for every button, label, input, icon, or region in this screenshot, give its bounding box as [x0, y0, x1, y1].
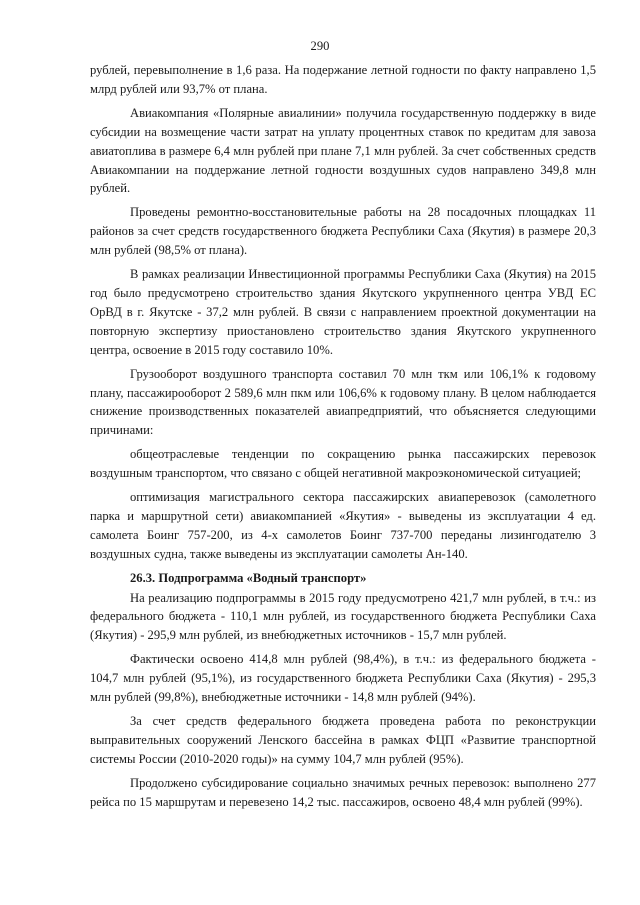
paragraph-continuation: рублей, перевыполнение в 1,6 раза. На подержание летной годности по факту направлено 1,5 млрд рублей или 93,7% от плана. [90, 63, 596, 96]
page-number: 290 [310, 39, 330, 53]
paragraph-polar-airlines: Авиакомпания «Полярные авиалинии» получила государственную поддержку в виде субсидии на возмещение части затрат на уплату процентных ставок по кредитам для завоза авиатоплива в размере 6,4 млн рублей при плане 7,1 млн рублей. За счет собственных средств Авиакомпании на поддержание летной годности воздушных судов направлено 349,8 млн рублей. [90, 105, 596, 196]
paragraph-funding-planned: На реализацию подпрограммы в 2015 году предусмотрено 421,7 млн рублей, в т.ч.: из федерального бюджета - 110,1 млн рублей, из государственного бюджета Республики Саха (Якутия) - 295,9 млн рублей, из внебюджетных источников - 15,7 млн рублей. [90, 590, 596, 643]
paragraph-reason-market: общеотраслевые тенденции по сокращению рынка пассажирских перевозок воздушным транспортом, что связано с общей негативной макроэкономической ситуацией; [90, 447, 596, 481]
paragraph-funding-actual: Фактически освоено 414,8 млн рублей (98,4%), в т.ч.: из федерального бюджета - 104,7 млн рублей (95,1%), из государственного бюджета Республики Саха (Якутия) - 295,3 млн рублей (99,8%), внебюджетные источники - 14,8 млн рублей (94%). [90, 652, 596, 705]
paragraph-investment-program: В рамках реализации Инвестиционной программы Республики Саха (Якутия) на 2015 год было предусмотрено строительство здания Якутского укрупненного центра УВД ЕС ОрВД в г. Якутске - 37,2 млн рублей. В связи с направлением проектной документации на повторную экспертизу приостановлено строительство здания Якутского укрупненного центра, освоение в 2015 году составило 10%. [90, 267, 596, 357]
paragraph-reason-optimization: оптимизация магистрального сектора пассажирских авиаперевозок (самолетного парка и маршрутной сети) авиакомпанией «Якутия» - выведены из эксплуатации 4 ед. самолета Боинг 757-200, из 4-х самолетов Боинг 737-700 переданы лизингодателю 3 воздушных судна, также выведены из эксплуатации самолеты Ан-140. [90, 490, 596, 561]
paragraph-river-subsidies: Продолжено субсидирование социально значимых речных перевозок: выполнено 277 рейса по 15 маршрутам и перевезено 14,2 тыс. пассажиров, освоено 48,4 млн рублей (99%). [90, 775, 596, 809]
paragraph-cargo-turnover: Грузооборот воздушного транспорта составил 70 млн ткм или 106,1% к годовому плану, пассажирооборот 2 589,6 млн пкм или 106,6% к годовому плану. В целом наблюдается снижение производственных показателей авиапредприятий, что объясняется следующими причинами: [90, 366, 596, 438]
paragraph-federal-reconstruction: За счет средств федерального бюджета проведена работа по реконструкции выправительных сооружений Ленского бассейна в рамках ФЦП «Развитие транспортной системы России (2010-2020 годы)» на сумму 104,7 млн рублей (95%). [90, 714, 596, 766]
section-heading: 26.3. Подпрограмма «Водный транспорт» [130, 570, 367, 585]
paragraph-landing-sites: Проведены ремонтно-восстановительные работы на 28 посадочных площадках 11 районов за счет средств государственного бюджета Республики Саха (Якутия) в размере 20,3 млн рублей (98,5% от плана). [90, 205, 596, 258]
document-body [90, 61, 596, 817]
